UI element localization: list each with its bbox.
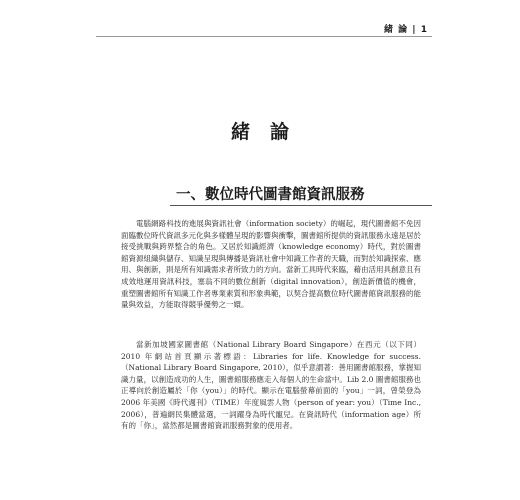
header-rule: [96, 36, 432, 37]
running-header-separator: |: [412, 25, 417, 35]
chapter-title: 緒論: [230, 121, 309, 143]
running-header: [384, 22, 428, 35]
body-paragraph-1: 電腦網路科技的進展與資訊社會（information society）的崛起，現代圖書館不免因面臨數位時代資訊多元化與多樣體呈現的影響與衝擊，圖書館所提供的資訊服務永遠是居於接受挑戰與跨界整合的角色。又居於知識經濟（knowledge economy）時代，對於圖書館資源組織與儲存、知識呈現與傳播是資訊社會中知識工作者的天職，而對於知識探索、應用、與創新，則是所有知識需求者所致力的方向。當新工具時代來臨，藉由活用具創意且有成效地運用資訊科技，塞翁不同的數位創新（digital innovation），創造新價值的機會，重塑圖書館所有知識工作者專業素質和形象典範，以契合提高數位時代圖書館資訊服務的能量與效益，方能取得競爭優勢之一嬛。: [121, 219, 421, 310]
section-heading-underline: [170, 205, 432, 206]
section-heading: 一、數位時代圖書館資訊服務: [176, 187, 365, 203]
body-paragraph-2: 當新加坡國家圖書館（National Library Board Singapore）在西元（以下同）2010 年網站首頁顯示著標語：Libraries for life. Knowledge for success.（National Library Board Singapore, 2010），似乎意謂著：善用圖書館服務，掌握知識力量，以創造成功的人生，圖書館服務應走入每個人的生命當中。Lib 2.0 圖書館服務也正導向於創造屬於「你（you）」的時代。顯示在電腦螢幕前面的「you」一詞，曾榮登為 2006 年美國《時代週刊》（TIME）年度風雲人物（person of year: you）（Time Inc., 2006），普遍網民集體當選，一詞躍身為時代寵兒。在資訊時代（information age）所有的「你」，當然都是圖書館資訊服務對象的使用者。: [121, 340, 421, 431]
page-number: 1: [420, 25, 428, 35]
running-header-section: 緒 論: [384, 25, 409, 35]
